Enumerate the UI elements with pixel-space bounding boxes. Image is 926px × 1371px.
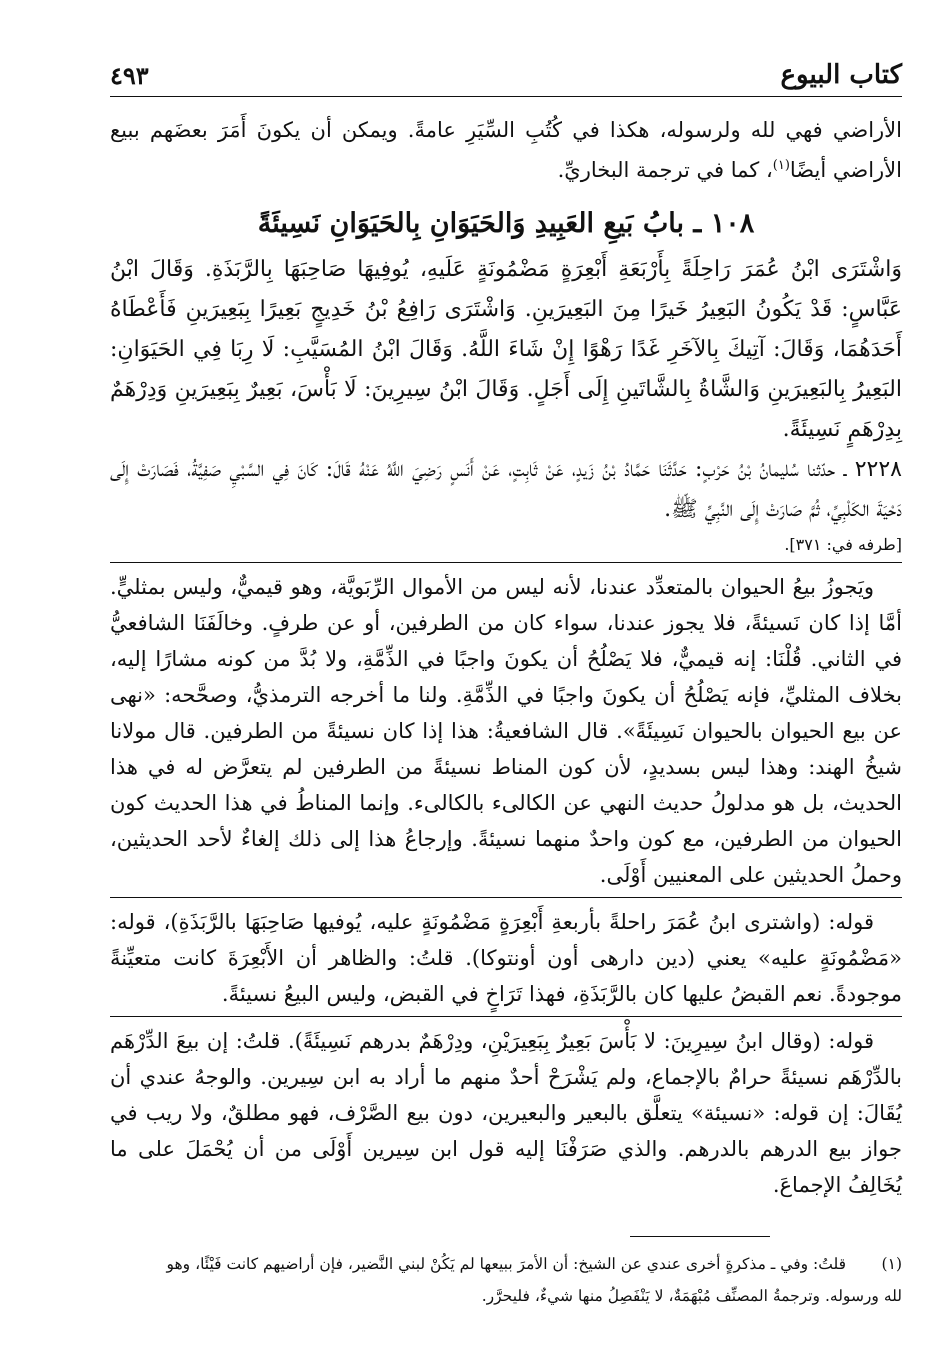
tarfuh-reference: [طرفه في: ٣٧١]. (784, 535, 902, 554)
hadith-muallaq-paragraph: وَاشْتَرَى ابْنُ عُمَرَ رَاحِلَةً بِأَرْبَعَةِ أَبْعِرَةٍ مَضْمُونَةٍ عَلَيهِ، يُوفِيهَا صَاحِبَهَا بِالرَّبَذَةِ. وَقَالَ ابْنُ عَبَّاسٍ: قَدْ يَكُونُ البَعِيرُ خَيرًا مِنَ البَعِيرَينِ. وَاشْتَرَى رَافِعُ بْنُ خَدِيجٍ بَعِيرًا بِبَعِيرَينِ فَأَعْطَاهُ أَحَدَهُمَا، وَقَالَ: آتِيكَ بِالآخَرِ غَدًا رَهْوًا إِنْ شَاءَ اللَّهُ. وَقَالَ ابْنُ المُسَيَّبِ: لَا رِبَا فِي الحَيَوَانِ: البَعِيرُ بِالبَعِيرَينِ وَالشَّاةُ بِالشَّاتَينِ إِلَى أَجَلٍ. وَقَالَ ابْنُ سِيرِينَ: لَا بَأْسَ، بَعِيرٌ بِبَعِيرَينِ وَدِرْهَمٌ بِدِرْهَمٍ نَسِيئَةً. (110, 257, 902, 442)
section-divider (110, 562, 902, 563)
page-header (110, 52, 902, 97)
commentary-divider-1 (110, 897, 902, 898)
commentary-paragraph-2: قوله: (واشترى ابنُ عُمَرَ راحلةً بأربعةِ أَبْعِرَةٍ مَضْمُونَةٍ عليه، يُوفيها صَاحِبَهَا بالرَّبَذَةِ)، قوله: «مَضْمُونَةٍ عليه» يعني (دين دارهى أون أونتوكا). قلتُ: والظاهر أن الأَبْعِرَةَ كانت متعيِّنةً موجودةً. نعم القبضُ عليها كان بالرَّبَذَةِ، فهذا تَرَاخٍ في القبض، وليس البيعُ نسيئةً. (110, 910, 902, 1006)
chapter-heading: ١٠٨ ـ بابُ بَيعِ العَبِيدِ وَالحَيَوَانِ بِالحَيَوَانِ نَسِيئَةً (257, 208, 755, 239)
intro-paragraph (110, 112, 902, 188)
footnote-reference[interactable]: (١) (772, 158, 790, 173)
page-body (110, 112, 902, 1203)
page-number: ٤٩٣ (110, 61, 149, 90)
intro-tail: ، كما في ترجمة البخاريِّ. (557, 158, 773, 182)
hadith-2228-paragraph: ٢٢٢٨ ـ حدّثنا سُليمانُ بْنُ حَرْبٍ: حَدَّثَنَا حَمَّادُ بْنُ زَيدٍ، عَنْ ثَابِتٍ، عَنْ أَنَسٍ رَضِيَ اللَّهُ عَنْهُ قَالَ: كَانَ فِي السَّبْيِ صَفِيَّةُ، فَصَارَتْ إِلَى دَحْيَةَ الكَلْبِيِّ، ثُمَّ صَارَتْ إِلَى النَّبِيِّ ﷺ. (110, 457, 902, 522)
running-title: كتاب البيوع (780, 60, 902, 90)
footnote-text-1: قلتُ: وفي ـ مذكرةٍ أخرى عندي عن الشيخ: أن الأمرَ ببيعها لم يَكُنْ لبني النَّضير، فإن أراضيهم كانت فَيْئًا، وهو (166, 1255, 846, 1273)
footnote (110, 1248, 902, 1312)
commentary (110, 569, 902, 1203)
intro-text: الأراضي فهي لله ولرسوله، هكذا في كُتُبِ السِّيَرِ عامةً. ويمكن أن يكونَ أَمَرَ بعضَهم ببيع الأراضي أيضًا (110, 118, 902, 182)
commentary-divider-2 (110, 1016, 902, 1017)
commentary-paragraph-1: ويَجوزُ بيعُ الحيوان بالمتعدِّد عندنا، لأنه ليس من الأموال الرِّبَويَّة، وهو قيميٌّ، وليس بمثليٍّ. أمَّا إذا كان نَسيئةً، فلا يجوز عندنا، سواء كان من الطرفين، أو عن طرفٍ. وخالَفَنَا الشافعيُّ في الثاني. قُلْنَا: إنه قيميٌّ، فلا يَصْلُحُ أن يكونَ واجبًا في الذِّمَّةِ، ولا بُدَّ من كونه مشارًا إليه، بخلاف المثليِّ، فإنه يَصْلُحُ أن يكونَ واجبًا في الذِّمَّةِ. ولنا ما أخرجه الترمذيُّ، وصحَّحه: «نهى عن بيع الحيوان بالحيوان نَسِيئَةً». قال الشافعيةُ: هذا إذا كان نسيئةً من الطرفين. قال مولانا شيخُ الهند: وهذا ليس بسديدٍ، لأن كون المناط نسيئةً من الطرفين لم يتعرَّض له في هذا الحديث، بل هو مدلولُ حديث النهي عن الكالىء بالكالىء. وإنما المناطُ في هذا الحديث كون الحيوان من الطرفين، مع كون واحدٌ منهما نسيئةً. وإرجاعُ هذا إلى ذلك إلغاءٌ لأحد الحديثين، وحملُ الحديثين على المعنيين أَوْلَى. (110, 575, 902, 887)
footnote-line-2: لله ورسوله. وترجمةُ المصنِّف مُبْهَمَةٌ، لا يَنْفَصِلُ منها شيءٌ، فليحرَّر. (481, 1287, 902, 1305)
footnote-rule (630, 1236, 770, 1237)
footnote-number: (١) (881, 1255, 902, 1273)
footnote-line-1 (110, 1248, 902, 1280)
commentary-paragraph-3: قوله: (وقال ابنُ سِيرِينَ: لا بَأْسَ بَعِيرٌ بِبَعِيرَيْنِ، ودِرْهَمٌ بدرهم نَسِيئَةً). قلتُ: إن بيعَ الدِّرْهَم بالدِّرْهَم نسيئةً حرامٌ بالإجماع، ولم يَشْرَحْ أحدٌ منهم ما أراد به ابن سِيرين. والوجهُ عندي أن يُقَالَ: إن قوله: «نسيئة» يتعلَّق بالبعير والبعيرين، دون بيع الصَّرْف، فهو مطلقٌ، ولا ريب في جواز بيع الدرهم بالدرهم. والذي صَرَفْنَا إليه قول ابن سِيرين أَوْلَى من أن يُحْمَلَ على ما يُخَالِفُ الإجماعَ. (110, 1029, 902, 1197)
